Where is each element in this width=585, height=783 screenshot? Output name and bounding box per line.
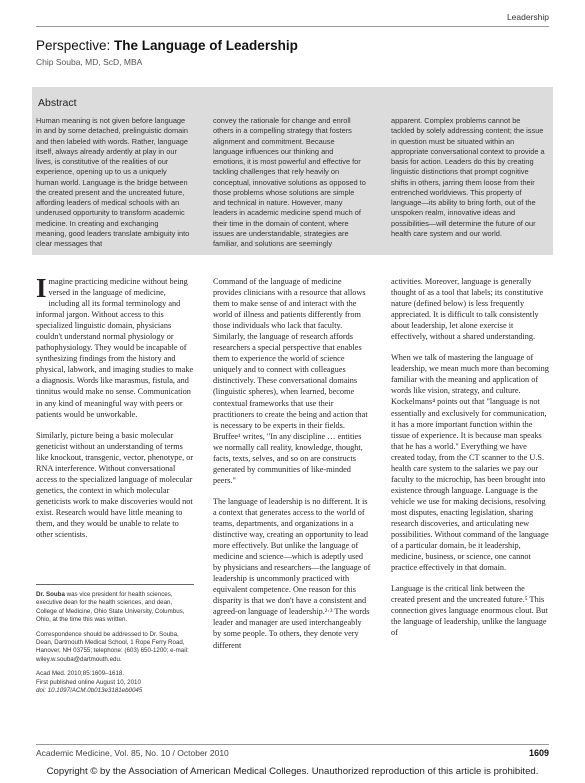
abstract-text-1: Human meaning is not given before language in and by some detached, prelinguistic domain and then labeled with words. Rather, language itself, always already ardently at play in our lives, is constitutive of the realities of our experience, opening up to us a uniquely human world. Language is the bridge between the created present and the uncreated future, affording leaders of medical schools with an underused opportunity to transform academic medicine. In creating and exchanging meaning, good leaders translate ambiguity into clear messages that (36, 116, 190, 248)
body-paragraph: When we talk of mastering the language of leadership, we mean much more than becoming familiar with the meaning and application of words like vision, strategy, and culture. Kockelmans⁴ points out that "language is not essentially and exclusively for communication, it has a more important function within the tissue of experience. It is because man speaks that he has a world." Everything we have created today, from the CT scanner to the U.S. health care system to the salaries we pay our faculty to the microchip, has been brought into existence through language. Language is the vehicle we use for making decisions, resolving most disputes, enacting legislation, sharing research discoveries, and articulating new possibilities. Without command of the language of a particular domain, be it leadership, medicine, business, or science, one cannot practice effectively in that domain. (391, 353, 549, 573)
citation-block (36, 670, 194, 695)
body-paragraph: activities. Moreover, language is generally thought of as a tool that labels; its constitutive nature (defined below) is less frequently appreciated. It is difficult to talk consistently about leadership, let alone exercise it effectively, without a shared understanding. (391, 277, 544, 342)
body-paragraph: Similarly, picture being a basic molecular geneticist without an understanding of terms like knockout, transgenic, vector, phenotype, or RNA interference. Without conversational access to the specialized language of molecular genetics, the context in which molecular geneticists work to make discoveries would not exist. Research would have little meaning to them, and they would be unable to relate to other scientists. (36, 430, 194, 540)
footer-journal: Academic Medicine, Vol. 85, No. 10 / October 2010 (36, 748, 229, 758)
article-title (36, 38, 298, 53)
author-bio-text: was vice president for health sciences, executive dean for the health sciences, and dean, College of Medicine, Ohio State University, Columbus, Ohio, at the time this was written. (36, 591, 185, 624)
body-paragraph: The language of leadership is no different. It is a context that generates access to the world of teams, departments, and organizations in a distinctive way, creating an opportunity to lead more effectively. But unlike the language of medicine and science—which is adeptly used by physicians and researchers—the language of leadership is uncommonly practiced with equivalent competence. One reason for this disparity is that we don't have a consistent and agreed-on language of leadership.²·³ The words leader and manager are used interchangeably by some people. To others, they denote very different (213, 496, 371, 650)
section-label: Leadership (506, 12, 549, 22)
body-paragraph: Language is the critical link between the created present and the uncreated future.⁵ This connection gives language enormous clout. But the language of leadership, unlike the language of (391, 584, 548, 638)
published-date: First published online August 10, 2010 (36, 678, 141, 686)
author-bio (36, 591, 194, 625)
abstract-column-1 (36, 116, 190, 249)
abstract-text-2: convey the rationale for change and enroll others in a compelling strategy that fosters alignment and commitment. Because language influences our thinking and emotions, it is most powerful and effective for tackling challenges that rely heavily on conceptual, innovative solutions as opposed to those problems whose solutions are simple and technical in nature. However, many leaders in academic medicine spend much of their time in the domain of content, where issues are understandable, strategies are familiar, and solutions are seemingly (213, 116, 366, 248)
abstract-text-3: apparent. Complex problems cannot be tackled by solely addressing content; the issue in question must be situated within an appropriate conversational context to provide a basis for action. Leaders do this by creating linguistic distinctions that prompt cognitive shifts in others, jarring them loose from their entrenched worldviews. This property of language—its ability to bring forth, out of the unspoken realm, innovative ideas and possibilities—will determine the future of our health care system and our world. (391, 116, 545, 238)
correspondence: Correspondence should be addressed to Dr. Souba, Dean, Dartmouth Medical School, 1 Rope Ferry Road, Hanover, NH 03755; telephone: (603) 650-1200; e-mail: wiley.w.souba@dartmouth.edu. (36, 630, 189, 663)
bottom-rule (36, 744, 549, 745)
title-prefix: Perspective: (36, 38, 115, 53)
abstract-heading: Abstract (38, 97, 77, 109)
citation: Acad Med. 2010;85:1609–1618. (36, 670, 125, 678)
body-column-1 (36, 273, 194, 550)
body-paragraph (36, 273, 194, 420)
page-number: 1609 (528, 748, 549, 758)
author-note (36, 584, 194, 695)
abstract-column-2 (213, 116, 367, 249)
author-name: Dr. Souba (36, 591, 65, 598)
drop-cap: I (36, 273, 47, 303)
title-main: The Language of Leadership (114, 38, 298, 53)
body-paragraph: Command of the language of medicine provides clinicians with a resource that allows them to make sense of and interact with the world of illness and patients differently from those individuals who lack that faculty. Similarly, the language of research affords researchers a special perspective that enables them to experience the world of science uniquely and to connect with colleagues distinctively. These conversational domains (linguistic spheres), when learned, become contextual frameworks that use their practitioners to create the being and action that is necessary to be experts in their fields. Bruffee¹ writes, "In any discipline … entities we normally call reality, knowledge, thought, facts, texts, selves, and so on are constructs generated by communities of like-minded peers." (213, 277, 368, 485)
top-rule (36, 26, 549, 27)
abstract-column-3 (391, 116, 545, 239)
author-line: Chip Souba, MD, ScD, MBA (36, 57, 143, 67)
doi: doi: 10.1097/ACM.0b013e3181eb0045 (36, 687, 143, 695)
body-column-2 (213, 276, 371, 661)
paragraph-text: magine practicing medicine without being versed in the language of medicine, including all its formal terminology and informal jargon. Without access to this specialized linguistic domain, physicians couldn't understand normal physiology or pathophysiology. They would be incapable of synthesizing findings from the history and physical, labwork, and imaging studies to make a diagnosis. Words like marasmus, fistula, and tinnitus would make no sense. Communication in any kind of meaningful way with peers or patients would be unworkable. (36, 277, 194, 419)
body-column-3 (391, 276, 549, 648)
copyright-notice: Copyright © by the Association of American Medical Colleges. Unauthorized reproduction of this article is prohibited. (46, 766, 539, 777)
